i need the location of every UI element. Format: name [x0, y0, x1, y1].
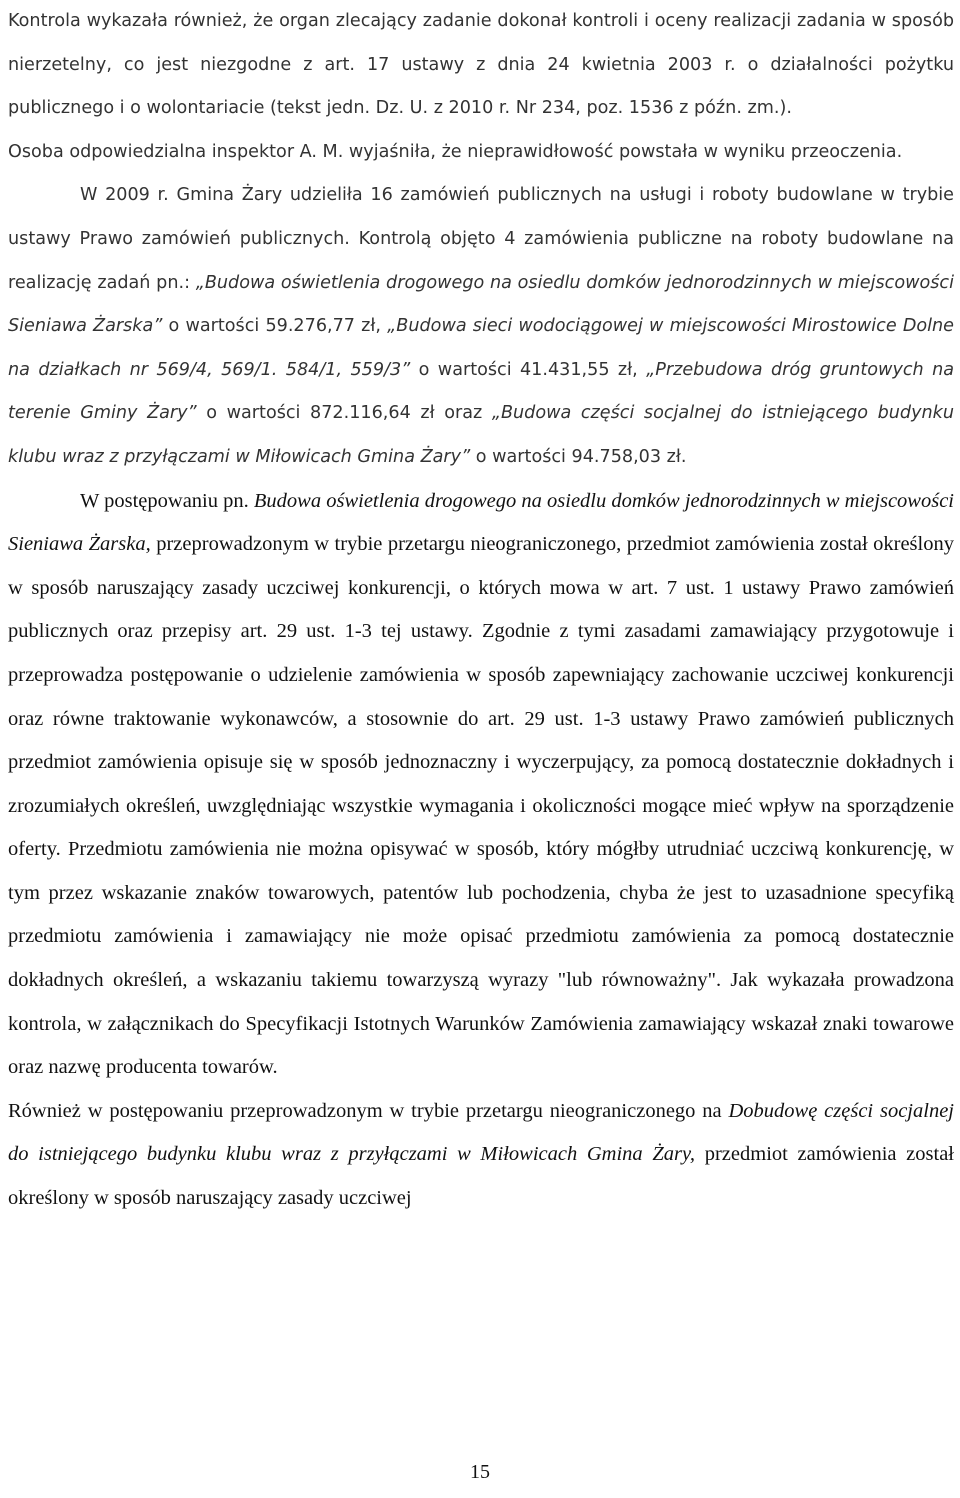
contract-title-club-building: „Budowa części socjalnej do istniejącego budynku klubu wraz z przyłączami w Miłowicach Gmina Żary”	[8, 403, 954, 467]
paragraph-public-contracts-2009	[8, 174, 954, 479]
text-run: W postępowaniu pn.	[80, 489, 254, 512]
contract-title-roads: „Przebudowa dróg gruntowych na terenie Gminy Żary”	[8, 359, 954, 424]
contract-title-lighting: „Budowa oświetlenia drogowego na osiedlu domków jednorodzinnych w miejscowości Sieniawa Żarska”	[8, 272, 954, 337]
procedure-title-lighting: Budowa oświetlenia drogowego na osiedlu domków jednorodzinnych w miejscowości Sieniawa Żarska,	[8, 489, 955, 556]
paragraph-club-procedure	[8, 1090, 954, 1221]
text-run: Również w postępowaniu przeprowadzonym w trybie przetargu nieograniczonego na	[8, 1099, 729, 1122]
contract-title-water-network: „Budowa sieci wodociągowej w miejscowości Mirostowice Dolne na działkach nr 569/4, 569/1. 584/1, 559/3”	[8, 316, 955, 380]
procedure-title-club-building: Dobudowę części socjalnej do istniejącego budynku klubu wraz z przyłączami w Miłowicach Gmina Żary,	[8, 1099, 954, 1166]
document-page	[8, 0, 954, 1221]
text-run: o wartości 59.276,77 zł,	[162, 316, 388, 337]
text-run: przeprowadzonym w trybie przetargu nieograniczonego, przedmiot zamówienia został określony w sposób naruszający zasady uczciwej konkurencji, o których mowa w art. 7 ust. 1 ustawy Prawo zamówień publicznych oraz przepisy art. 29 ust. 1-3 tej ustawy. Zgodnie z tymi zasadami zamawiający przygotowuje i przeprowadza postępowanie o udzielenie zamówienia w sposób zapewniający zachowanie uczciwej konkurencji oraz równe traktowanie wykonawców, a stosownie do art. 29 ust. 1-3 ustawy Prawo zamówień publicznych przedmiot zamówienia opisuje się w sposób jednoznaczny i wyczerpujący, za pomocą dostatecznie dokładnych i zrozumiałych określeń, uwzględniając wszystkie wymagania i okoliczności mogące mieć wpływ na sporządzenie oferty. Przedmiotu zamówienia nie można opisywać w sposób, który mógłby utrudniać uczciwą konkurencję, w tym przez wskazanie znaków towarowych, patentów lub pochodzenia, chyba że jest to uzasadnione specyfiką przedmiotu zamówienia i zamawiający nie może opisać przedmiotu zamówienia za pomocą dostatecznie dokładnych określeń, a wskazaniu takiemu towarzyszą wyrazy "lub równoważny". Jak wykazała prowadzona kontrola, w załącznikach do Specyfikacji Istotnych Warunków Zamówienia zamawiający wskazał znaki towarowe oraz nazwę producenta towarów.	[8, 533, 954, 1079]
text-run: o wartości 94.758,03 zł.	[470, 446, 687, 467]
text-run: o wartości 41.431,55 zł,	[410, 359, 647, 380]
paragraph-control-findings: Kontrola wykazała również, że organ zlecający zadanie dokonał kontroli i oceny realizacji zadania w sposób nierzetelny, co jest niezgodne z art. 17 ustawy z dnia 24 kwietnia 2003 r. o działalności pożytku publicznego i o wolontariacie (tekst jedn. Dz. U. z 2010 r. Nr 234, poz. 1536 z późn. zm.).	[8, 11, 954, 119]
text-run: przedmiot zamówienia został określony w sposób naruszający zasady uczciwej	[8, 1143, 955, 1210]
text-run: o wartości 872.116,64 zł oraz	[196, 403, 492, 424]
page-number: 15	[470, 1461, 490, 1483]
text-run: W 2009 r. Gmina Żary udzieliła 16 zamówień publicznych na usługi i roboty budowlane w trybie ustawy Prawo zamówień publicznych. Kontrolą objęto 4 zamówienia publiczne na roboty budowlane na realizację zadań pn.:	[8, 185, 954, 293]
paragraph-responsible-person: Osoba odpowiedzialna inspektor A. M. wyjaśniła, że nieprawidłowość powstała w wyniku przeoczenia.	[8, 141, 903, 162]
paragraph-lighting-procedure	[8, 480, 954, 1090]
